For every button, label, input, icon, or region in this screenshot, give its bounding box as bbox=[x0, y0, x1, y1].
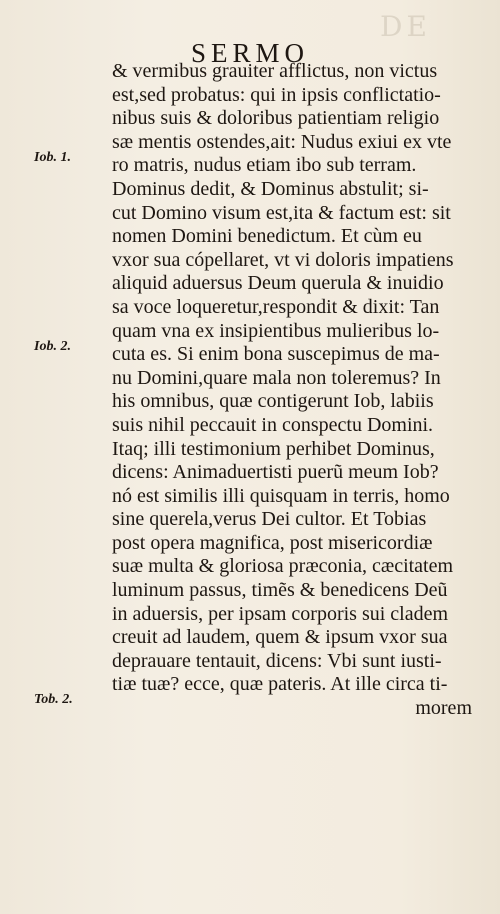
text-line: post opera magnifica, post misericordiæ bbox=[112, 531, 433, 554]
text-line: sæ mentis ostendes,ait: Nudus exiui ex vte bbox=[112, 130, 452, 153]
text-line: quam vna ex insipientibus mulieribus lo- bbox=[112, 319, 440, 342]
catchword: morem bbox=[415, 697, 472, 720]
text-line: nu Domini,quare mala non toleremus? In bbox=[112, 366, 441, 389]
text-line: cuta es. Si enim bona suscepimus de ma- bbox=[112, 343, 440, 366]
text-line: vxor sua cópellaret, vt vi doloris impatiens bbox=[112, 248, 454, 271]
text-line: & vermibus grauiter afflictus, non victus bbox=[112, 60, 438, 82]
body-text bbox=[112, 60, 482, 721]
text-line: luminum passus, timẽs & benedicens Deũ bbox=[112, 579, 448, 602]
text-line: est,sed probatus: qui in ipsis conflictatio- bbox=[112, 83, 441, 106]
text-line: deprauare tentauit, dicens: Vbi sunt iusti- bbox=[112, 649, 442, 672]
text-line: dicens: Animaduertisti puerũ meum Iob? bbox=[112, 461, 439, 484]
text-line: suæ multa & gloriosa præconia, cæcitatem bbox=[112, 555, 454, 578]
text-line: cut Domino visum est,ita & factum est: sit bbox=[112, 201, 451, 224]
text-line: his omnibus, quæ contigerunt Iob, labiis bbox=[112, 390, 434, 413]
text-line: ro matris, nudus etiam ibo sub terram. bbox=[112, 154, 417, 177]
text-line: nomen Domini benedictum. Et cùm eu bbox=[112, 225, 422, 248]
text-line: aliquid aduersus Deum querula & inuidio bbox=[112, 272, 444, 295]
text-line: suis nihil peccauit in conspectu Domini. bbox=[112, 413, 434, 436]
marginal-note: Iob. 1. bbox=[34, 150, 71, 165]
marginal-note: Tob. 2. bbox=[34, 692, 73, 707]
text-line: tiæ tuæ? ecce, quæ pateris. At ille circa ti- bbox=[112, 673, 448, 696]
text-line: creuit ad laudem, quem & ipsum vxor sua bbox=[112, 626, 448, 649]
text-line: Itaq; illi testimonium perhibet Dominus, bbox=[112, 437, 435, 460]
text-line: nibus suis & doloribus patientiam religio bbox=[112, 107, 440, 130]
show-through-text: DE bbox=[380, 10, 431, 43]
text-line: sa voce loqueretur,respondit & dixit: Tan bbox=[112, 295, 440, 318]
text-line: in aduersis, per ipsam corporis sui cladem bbox=[112, 602, 449, 625]
text-line: sine querela,verus Dei cultor. Et Tobias bbox=[112, 508, 427, 531]
running-head: SERMO bbox=[190, 38, 310, 68]
text-line: nó est similis illi quisquam in terris, homo bbox=[112, 484, 450, 507]
marginal-note: Iob. 2. bbox=[34, 339, 71, 354]
text-line: Dominus dedit, & Dominus abstulit; si- bbox=[112, 177, 429, 200]
